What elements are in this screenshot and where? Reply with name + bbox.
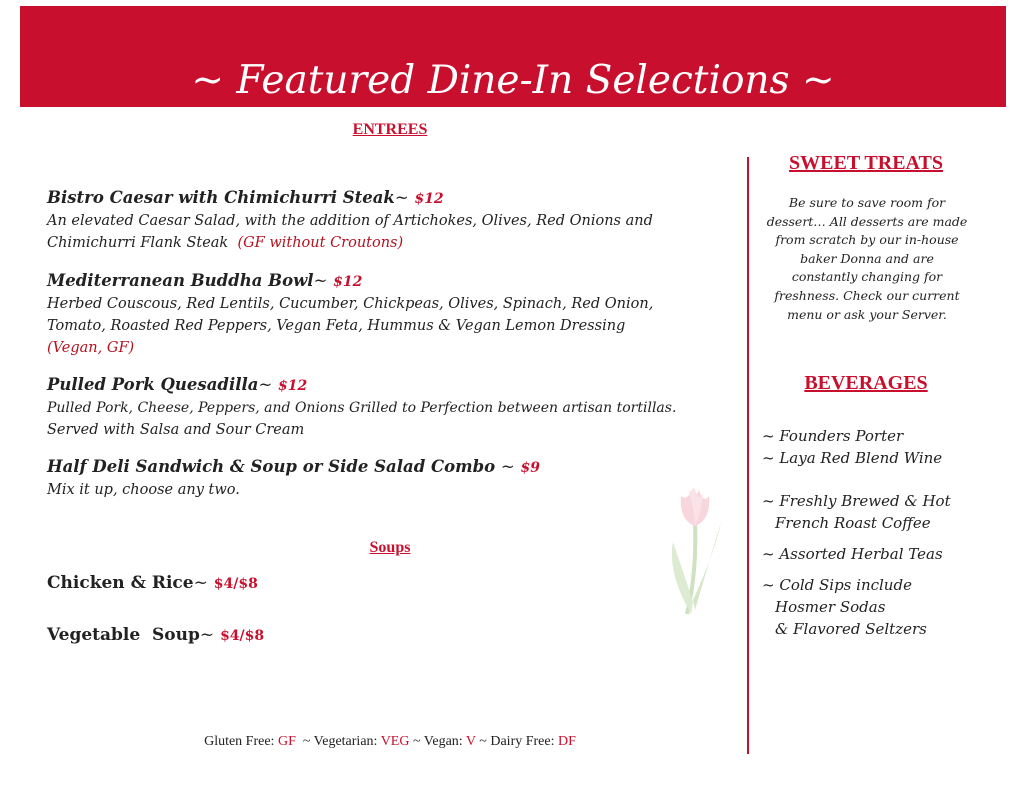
beverage-line: & Flavored Seltzers	[775, 620, 927, 638]
soup-name: Vegetable Soup	[47, 625, 200, 645]
item-description-line: Pulled Pork, Cheese, Peppers, and Onions Grilled to Perfection between artisan tortillas.	[47, 400, 677, 416]
entrees-heading: ENTREES	[352, 121, 428, 138]
menu-item-half-deli-combo	[47, 456, 737, 501]
page-title: ~ Featured Dine-In Selections ~	[191, 58, 835, 103]
sweet-treats-heading: SWEET TREATS	[789, 152, 943, 174]
item-description-line	[47, 232, 737, 254]
item-separator: ~	[500, 457, 515, 476]
item-description-line: Mix it up, choose any two.	[47, 482, 240, 498]
beverage-line: ~ Freshly Brewed & Hot	[762, 492, 951, 510]
item-title	[47, 270, 737, 293]
beverage-line: Hosmer Sodas	[775, 598, 886, 616]
item-price: $12	[333, 274, 363, 290]
item-dietary-note: (Vegan, GF)	[47, 340, 135, 356]
beverages-heading: BEVERAGES	[804, 372, 928, 394]
item-description-line: Served with Salsa and Sour Cream	[47, 422, 305, 438]
item-dietary-note: (GF without Croutons)	[237, 235, 404, 251]
dietary-legend	[100, 734, 680, 750]
menu-item-buddha-bowl	[47, 270, 737, 359]
item-price: $9	[520, 460, 540, 476]
legend-label: Gluten Free:	[204, 734, 275, 749]
legend-code: VEG	[380, 734, 410, 749]
beverage-item	[762, 574, 927, 640]
beverage-item	[762, 490, 951, 534]
sweets-line: dessert… All desserts are made	[766, 213, 968, 229]
soup-price: $4/$8	[213, 576, 258, 592]
beverage-item	[762, 447, 942, 469]
sweet-treats-description	[762, 194, 972, 324]
soup-item-vegetable	[47, 623, 264, 648]
soup-price: $4/$8	[220, 628, 265, 644]
beverage-line: ~ Assorted Herbal Teas	[762, 545, 943, 563]
item-description-text: Chimichurri Flank Steak	[47, 235, 229, 251]
legend-code: DF	[558, 734, 576, 749]
sweets-line: freshness. Check our current	[774, 287, 960, 303]
item-description-line: An elevated Caesar Salad, with the addition of Artichokes, Olives, Red Onions and	[47, 213, 653, 229]
sweets-line: baker Donna and are	[800, 250, 934, 266]
menu-item-bistro-caesar	[47, 187, 737, 254]
legend-code: GF	[277, 734, 296, 749]
legend-label: ~ Dairy Free:	[479, 734, 555, 749]
soup-separator: ~	[199, 625, 215, 645]
item-separator: ~	[313, 271, 328, 290]
item-name: Pulled Pork Quesadilla	[47, 375, 259, 394]
item-separator: ~	[258, 375, 273, 394]
item-name: Half Deli Sandwich & Soup or Side Salad Combo	[47, 457, 496, 476]
beverage-line: ~ Cold Sips include	[762, 576, 912, 594]
sweets-line: Be sure to save room for	[788, 195, 946, 210]
sweets-line: from scratch by our in-house	[775, 232, 959, 248]
item-title	[47, 187, 737, 210]
item-title	[47, 456, 737, 479]
menu-item-pulled-pork-quesadilla	[47, 374, 737, 441]
beverage-line: ~ Founders Porter	[762, 427, 904, 445]
soup-separator: ~	[193, 573, 208, 593]
column-divider	[747, 157, 749, 754]
pink-tulip-icon	[665, 482, 725, 617]
header-banner	[20, 6, 1006, 107]
item-price: $12	[278, 378, 308, 394]
beverage-item	[762, 543, 943, 565]
sweets-line: constantly changing for	[791, 269, 943, 285]
item-title	[47, 374, 737, 397]
legend-label: ~ Vegetarian:	[302, 734, 378, 749]
legend-code: V	[465, 734, 476, 749]
beverage-item	[762, 425, 903, 447]
beverage-line: French Roast Coffee	[775, 514, 931, 532]
legend-label: ~ Vegan:	[412, 734, 463, 749]
sweets-line: menu or ask your Server.	[787, 306, 947, 322]
soup-name: Chicken & Rice	[47, 573, 194, 593]
item-price: $12	[414, 191, 444, 207]
soups-heading: Soups	[369, 539, 411, 556]
item-name: Mediterranean Buddha Bowl	[47, 271, 314, 290]
item-separator: ~	[394, 188, 409, 207]
beverage-line: ~ Laya Red Blend Wine	[762, 449, 943, 467]
item-name: Bistro Caesar with Chimichurri Steak	[47, 188, 395, 207]
soup-item-chicken-rice	[47, 571, 258, 596]
item-description-line: Tomato, Roasted Red Peppers, Vegan Feta, Hummus & Vegan Lemon Dressing	[47, 318, 626, 334]
item-description-line: Herbed Couscous, Red Lentils, Cucumber, Chickpeas, Olives, Spinach, Red Onion,	[47, 296, 654, 312]
